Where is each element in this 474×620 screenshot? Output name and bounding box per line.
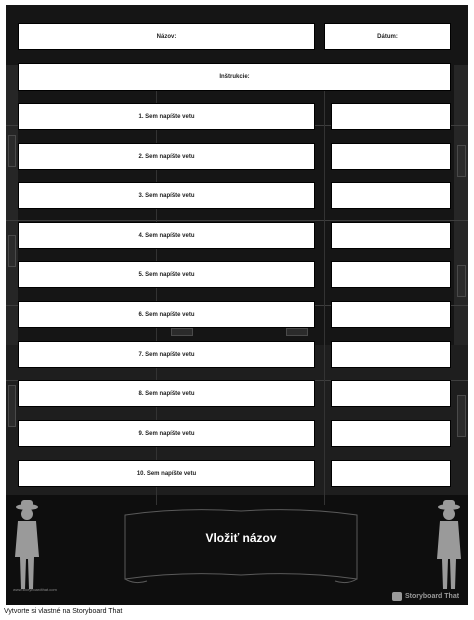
background-window xyxy=(171,328,193,336)
background-line xyxy=(6,220,468,221)
sentence-field[interactable] xyxy=(18,103,315,130)
name-label: Názov: xyxy=(156,33,177,40)
credit-text: www.storyboardthat.com xyxy=(13,587,57,592)
answer-field[interactable] xyxy=(331,182,451,209)
banner-scroll-icon xyxy=(121,505,361,587)
banner-title: Vložiť názov xyxy=(205,531,277,545)
sentence-field[interactable] xyxy=(18,143,315,170)
background-window xyxy=(8,135,16,167)
answer-field[interactable] xyxy=(331,143,451,170)
sentence-label: 8. Sem napíšte vetu xyxy=(138,390,195,397)
background-window xyxy=(8,235,16,267)
sentence-field[interactable] xyxy=(18,460,315,487)
sentence-field[interactable] xyxy=(18,380,315,407)
sentence-label: 6. Sem napíšte vetu xyxy=(138,311,195,318)
sentence-field[interactable] xyxy=(18,301,315,328)
sentence-label: 3. Sem napíšte vetu xyxy=(138,192,195,199)
footer-link[interactable]: Vytvorte si vlastné na Storyboard That xyxy=(4,608,123,615)
background-line xyxy=(324,65,325,505)
name-field[interactable] xyxy=(18,23,315,50)
answer-field[interactable] xyxy=(331,460,451,487)
storyboard-logo-text: Storyboard That xyxy=(405,592,460,600)
detective-figure-left-icon xyxy=(12,499,42,591)
date-field[interactable] xyxy=(324,23,451,50)
sentence-label: 1. Sem napíšte vetu xyxy=(138,113,195,120)
instructions-label: Inštrukcie: xyxy=(219,74,250,80)
sentence-field[interactable] xyxy=(18,261,315,288)
detective-figure-right-icon xyxy=(434,499,464,591)
title-banner[interactable] xyxy=(121,505,361,587)
answer-field[interactable] xyxy=(331,301,451,328)
sentence-label: 9. Sem napíšte vetu xyxy=(138,430,195,437)
sentence-field[interactable] xyxy=(18,182,315,209)
sentence-label: 2. Sem napíšte vetu xyxy=(138,153,195,160)
worksheet-canvas xyxy=(6,5,468,605)
sentence-field[interactable] xyxy=(18,222,315,249)
answer-field[interactable] xyxy=(331,341,451,368)
answer-field[interactable] xyxy=(331,261,451,288)
storyboard-logo xyxy=(392,589,468,603)
background-window xyxy=(457,145,466,177)
answer-field[interactable] xyxy=(331,420,451,447)
sentence-label: 7. Sem napíšte vetu xyxy=(138,351,195,358)
storyboard-logo-icon xyxy=(392,592,402,601)
sentence-field[interactable] xyxy=(18,420,315,447)
answer-field[interactable] xyxy=(331,103,451,130)
sentence-label: 10. Sem napíšte vetu xyxy=(136,470,197,477)
sentence-field[interactable] xyxy=(18,341,315,368)
sentence-label: 5. Sem napíšte vetu xyxy=(138,271,195,278)
sentence-label: 4. Sem napíšte vetu xyxy=(138,232,195,239)
background-window xyxy=(457,265,466,297)
background-window xyxy=(8,385,16,427)
background-window xyxy=(457,395,466,437)
answer-field[interactable] xyxy=(331,380,451,407)
date-label: Dátum: xyxy=(377,33,398,40)
background-window xyxy=(286,328,308,336)
answer-field[interactable] xyxy=(331,222,451,249)
instructions-field[interactable] xyxy=(18,63,451,91)
